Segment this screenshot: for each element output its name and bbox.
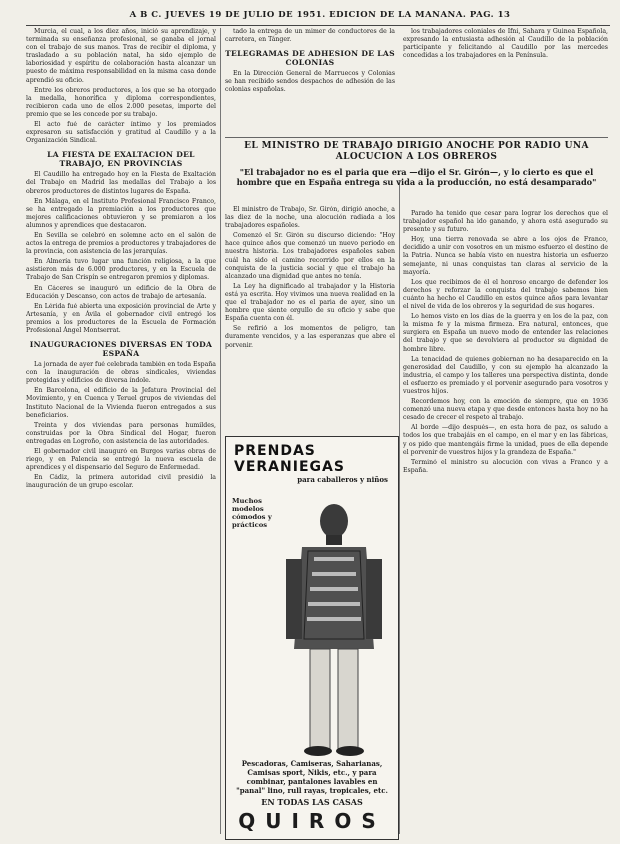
paragraph: Se refirió a los momentos de peligro, tan duramente vencidos, y a las esperanzas que abre el porvenir. [225, 325, 395, 349]
paragraph: El gobernador civil inauguró en Burgos varias obras de riego, y en Palencia se entregó la nueva escuela de aprendices y el dispensario del Seguro de Enfermedad. [26, 448, 216, 472]
paragraph: La jornada de ayer fué celebrada también en toda España con la inauguración de obras sindicales, viviendas protegidas y edificios de diversa índole. [26, 361, 216, 385]
paragraph: Comenzó el Sr. Girón su discurso diciendo: "Hoy hace quince años que comenzó un nuevo periodo en nuestra historia. Los trabajadores españoles saben cuál ha sido el camino recorrido por ellos en la conquista de la justicia social y que el trabajo ha alcanzado una dignidad que antes no tenía. [225, 232, 395, 280]
paragraph: En Barcelona, el edificio de la Jefatura Provincial del Movimiento, y en Cuenca y Teruel grupos de viviendas del Instituto Nacional de la Vivienda fueron entregados a sus beneficiarios. [26, 387, 216, 419]
paragraph: En Cádiz, la primera autoridad civil presidió la inauguración de un grupo escolar. [26, 474, 216, 490]
ad-title: PRENDAS VERANIEGAS [234, 443, 345, 475]
column-left [26, 28, 216, 834]
paragraph: Hoy, una tierra renovada se abre a los ojos de Franco, decidido a unir con vosotros en un mismo esfuerzo el destino de la Patria. Nunca se había visto en nuestra historia un esfuerzo semejante, ni unas conquistas tan claras al servicio de la mayoría. [403, 236, 608, 276]
paragraph: tado la entrega de un mimer de conductores de la carretera, en Tánger. [225, 28, 395, 44]
section-heading: TELEGRAMAS DE ADHESION DE LAS COLONIAS [225, 49, 395, 68]
main-headline: EL MINISTRO DE TRABAJO DIRIGIO ANOCHE POR RADIO UNA ALOCUCION A LOS OBREROS [244, 141, 589, 162]
paragraph: En Almería tuvo lugar una función religiosa, a la que asistieron más de 6.000 productores, y en la Escuela de Trabajo de San Crispín se entregaron premios y diplomas. [26, 258, 216, 282]
paragraph: Los que recibimos de él el honroso encargo de defender los derechos y reforzar la conquista del trabajo sabemos bien cuánto ha hecho el Caudillo en estos quince años para levantar el nivel de vida de los obreros y la seguridad de sus hogares. [403, 278, 608, 311]
paragraph: Treinta y dos viviendas para personas humildes, construidas por la Obra Sindical del Hogar, fueron entregadas en Logroño, con asistencia de las autoridades. [26, 421, 216, 445]
ad-call-to-action: EN TODAS LAS CASAS [261, 797, 363, 807]
ad-product-list: Pescadoras, Camiseras, Saharianas, Camisas sport, Nikis, etc., y para combinar, pantalones lavables en "panal" lino, rull rayas, tropicales, etc. [236, 759, 388, 795]
section-heading: LA FIESTA DE EXALTACION DEL TRABAJO, EN PROVINCIAS [47, 150, 195, 169]
paragraph: los trabajadores coloniales de Ifni, Sahara y Guinea Española, expresando la entusiasta adhesión al Caudillo de la población participante y felicitando al Caudillo por las mercedes concedidas a los trabajadores en la Península. [403, 28, 608, 60]
paragraph: Terminó el ministro su alocución con vivas a Franco y a España. [403, 458, 608, 474]
ad-subtitle: para caballeros y niños [297, 475, 388, 484]
advertisement [225, 436, 399, 840]
paragraph: La tenacidad de quienes gobiernan no ha desaparecido en la generosidad del Caudillo, y con su ejemplo ha alcanzado la industria, el campo y los talleres una perspectiva distinta, donde el esfuerzo es premiado y el porvenir asegurado para vosotros y vuestros hijos. [403, 355, 608, 395]
paragraph: Al borde —dijo después—, en esta hora de paz, os saludo a todos los que trabajáis en el campo, en el mar y en las fábricas, y os pido que mantengáis firme la unidad, pues de ella depende el porvenir de vuestros hijos y la grandeza de España." [403, 424, 608, 456]
ad-brand: QUIROS [238, 809, 386, 833]
paragraph: En Cáceres se inauguró un edificio de la Obra de Educación y Descanso, con actos de trabajo de artesanía. [26, 284, 216, 300]
paragraph: Parado ha tenido que cesar para lograr los derechos que el trabajador español ha ido ganando, y ahora está asegurado su presente y su futuro. [403, 210, 608, 234]
running-head: A B C. JUEVES 19 DE JULIO DE 1951. EDICION DE LA MAÑANA. PAG. 13 [129, 10, 511, 20]
column-rule-1 [220, 28, 221, 834]
column-right [403, 28, 608, 834]
column-middle-body [225, 206, 395, 432]
header-rule [26, 25, 610, 26]
paragraph: El Caudillo ha entregado hoy en la Fiesta de Exaltación del Trabajo en Madrid las medallas del Trabajo a los obreros productores de distintos lugares de España. [26, 171, 216, 195]
headline-deck: "El trabajador no es el paria que era —dijo el Sr. Girón—, y lo cierto es que el hombre que en España entrega su vida a la producción, no está desamparado" [236, 167, 597, 187]
paragraph: Lo hemos visto en los días de la guerra y en los de la paz, con la misma fe y la misma firmeza. Era natural, entonces, que surgiera en España un nuevo modo de entender las relaciones del trabajo y que se devolviera al productor su dignidad de hombre libre. [403, 313, 608, 353]
column-middle-top [225, 28, 395, 132]
paragraph: En Sevilla se celebró en solemne acto en el salón de actos la entrega de premios a productores y trabajadores de la provincia, con asistencia de las jerarquías. [26, 231, 216, 256]
paragraph: Entre los obreros productores, a los que se ha otorgado la medalla, honorífica y diploma correspondientes, recibieron cada uno de ellos 2.000 pesetas, importe del premio que se les concede por su trabajo. [26, 86, 216, 118]
paragraph: En Lérida fué abierta una exposición provincial de Arte y Artesanía, y en Ávila el gobernador civil entregó los premios a los productores de la Escuela de Formación Profesional Ángel Montserrat. [26, 302, 216, 334]
ad-side-text: Muchos modelos cómodos y prácticos [232, 497, 272, 529]
paragraph: En la Dirección General de Marruecos y Colonias se han recibido sendos despachos de adhesión de las colonias españolas. [225, 70, 395, 94]
headline-spacer [403, 126, 608, 210]
paragraph: El ministro de Trabajo, Sr. Girón, dirigió anoche, a las diez de la noche, una alocución radiada a los trabajadores españoles. [225, 206, 395, 230]
paragraph: En Málaga, en el Instituto Profesional Francisco Franco, se ha entregado la premiación a los productores que mejores calificaciones obtuvieron y se premiaron a los alumnos y aprendices que destacaron. [26, 197, 216, 229]
column-rule-2 [399, 180, 400, 834]
paragraph: La Ley ha dignificado al trabajador y la Historia está ya escrita. Hoy vivimos una nueva realidad en la que el trabajador no es el paria de ayer, sino un hombre que siente orgullo de su oficio y sabe que España cuenta con él. [225, 282, 395, 323]
paragraph: Recordemos hoy, con la emoción de siempre, que en 1936 comenzó una nueva etapa y que desde entonces hasta hoy no ha cesado de crecer el respeto al trabajo. [403, 398, 608, 422]
section-heading: INAUGURACIONES DIVERSAS EN TODA ESPAÑA [29, 340, 213, 359]
paragraph: El acto fué de carácter íntimo y los premiados expresaron su satisfacción y gratitud al Caudillo y a la Organización Sindical. [26, 121, 216, 145]
paragraph: Murcia, el cual, a los diez años, inició su aprendizaje, y terminada su enseñanza profesional, se ganaba el jornal con el trabajo de sus manos. Tras de recibir el diploma, y trasladado a su población natal, ha sido ejemplo de laboriosidad y espíritu de colaboración hasta alcanzar un puesto de máxima responsabilidad en la misma casa donde aprendió su oficio. [26, 28, 216, 84]
man-figure-illustration [274, 499, 394, 759]
